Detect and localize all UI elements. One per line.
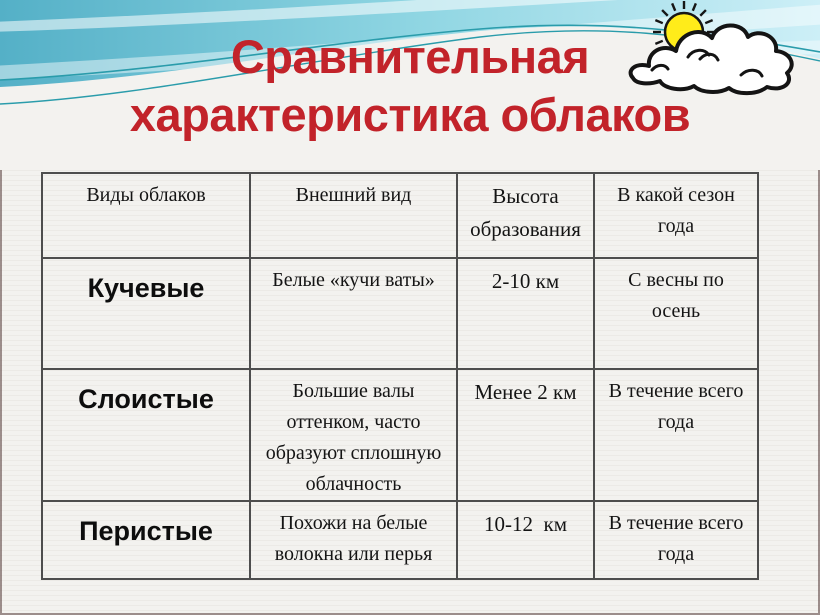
cell-cloud-type: Кучевые [42, 258, 250, 369]
table-row [42, 369, 758, 501]
cell-season: В течение всего года [594, 501, 758, 579]
cell-height: 10-12 км [457, 501, 594, 579]
cell-height: Менее 2 км [457, 369, 594, 501]
header-cell-appearance: Внешний вид [250, 173, 457, 258]
header-cell-season: В какой сезон года [594, 173, 758, 258]
table-row [42, 258, 758, 369]
slide-title [0, 28, 820, 144]
cell-appearance: Белые «кучи ваты» [250, 258, 457, 369]
cell-height: 2-10 км [457, 258, 594, 369]
cell-season: В течение всего года [594, 369, 758, 501]
cell-season: С весны по осень [594, 258, 758, 369]
cell-cloud-type: Слоистые [42, 369, 250, 501]
title-line-2: характеристика облаков [129, 88, 691, 141]
table-header-row [42, 173, 758, 258]
cell-appearance: Большие валы оттенком, часто образуют сплошную облачность [250, 369, 457, 501]
title-line-1: Сравнительная [230, 30, 590, 83]
header-cell-cloud-types: Виды облаков [42, 173, 250, 258]
header-cell-formation-height: Высота образования [457, 173, 594, 258]
table-row [42, 501, 758, 579]
clouds-comparison-table [41, 172, 759, 580]
cell-cloud-type: Перистые [42, 501, 250, 579]
cell-appearance: Похожи на белые волокна или перья [250, 501, 457, 579]
